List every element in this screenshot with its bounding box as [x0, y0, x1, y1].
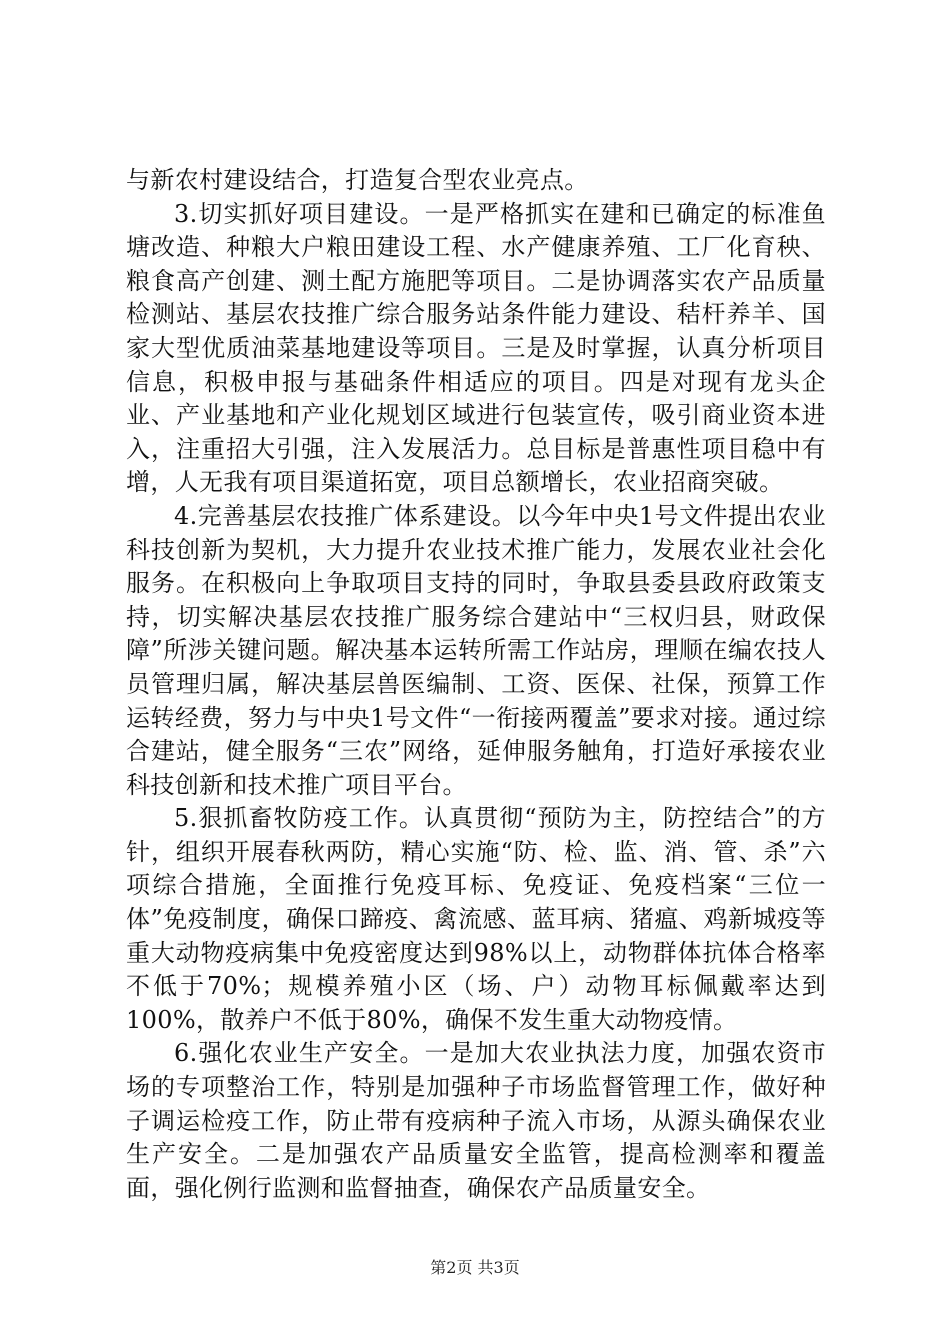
- paragraph-item-6: 6.强化农业生产安全。一是加大农业执法力度，加强农资市场的专项整治工作，特别是加强种子市场监督管理工作，做好种子调运检疫工作，防止带有疫病种子流入市场，从源头确保农业生产安全。二是加强农产品质量安全监管，提高检测率和覆盖面，强化例行监测和监督抽查，确保农产品质量安全。: [126, 1039, 826, 1202]
- paragraph-item-3: 3.切实抓好项目建设。一是严格抓实在建和已确定的标准鱼塘改造、种粮大户粮田建设工程、水产健康养殖、工厂化育秧、粮食高产创建、测土配方施肥等项目。二是协调落实农产品质量检测站、基层农技推广综合服务站条件能力建设、秸杆养羊、国家大型优质油菜基地建设等项目。三是及时掌握，认真分析项目信息，积极申报与基础条件相适应的项目。四是对现有龙头企业、产业基地和产业化规划区域进行包装宣传，吸引商业资本进入，注重招大引强，注入发展活力。总目标是普惠性项目稳中有增，人无我有项目渠道拓宽，项目总额增长，农业招商突破。: [126, 199, 826, 497]
- paragraph-item-4: 4.完善基层农技推广体系建设。以今年中央1号文件提出农业科技创新为契机，大力提升农业技术推广能力，发展农业社会化服务。在积极向上争取项目支持的同时，争取县委县政府政策支持，切实解决基层农技推广服务综合建站中“三权归县，财政保障”所涉关键问题。解决基本运转所需工作站房，理顺在编农技人员管理归属，解决基层兽医编制、工资、医保、社保，预算工作运转经费，努力与中央1号文件“一衔接两覆盖”要求对接。通过综合建站，健全服务“三农”网络，延伸服务触角，打造好承接农业科技创新和技术推广项目平台。: [126, 501, 826, 799]
- paragraph-continuation: 与新农村建设结合，打造复合型农业亮点。: [126, 166, 589, 194]
- page-number-footer: 第2页 共3页: [430, 1258, 520, 1277]
- document-body: [126, 164, 826, 1205]
- paragraph-item-5: 5.狠抓畜牧防疫工作。认真贯彻“预防为主，防控结合”的方针，组织开展春秋两防，精心实施“防、检、监、消、管、杀”六项综合措施，全面推行免疫耳标、免疫证、免疫档案“三位一体”免疫制度，确保口蹄疫、禽流感、蓝耳病、猪瘟、鸡新城疫等重大动物疫病集中免疫密度达到98%以上，动物群体抗体合格率不低于70%；规模养殖小区（场、户）动物耳标佩戴率达到100%，散养户不低于80%，确保不发生重大动物疫情。: [126, 804, 826, 1034]
